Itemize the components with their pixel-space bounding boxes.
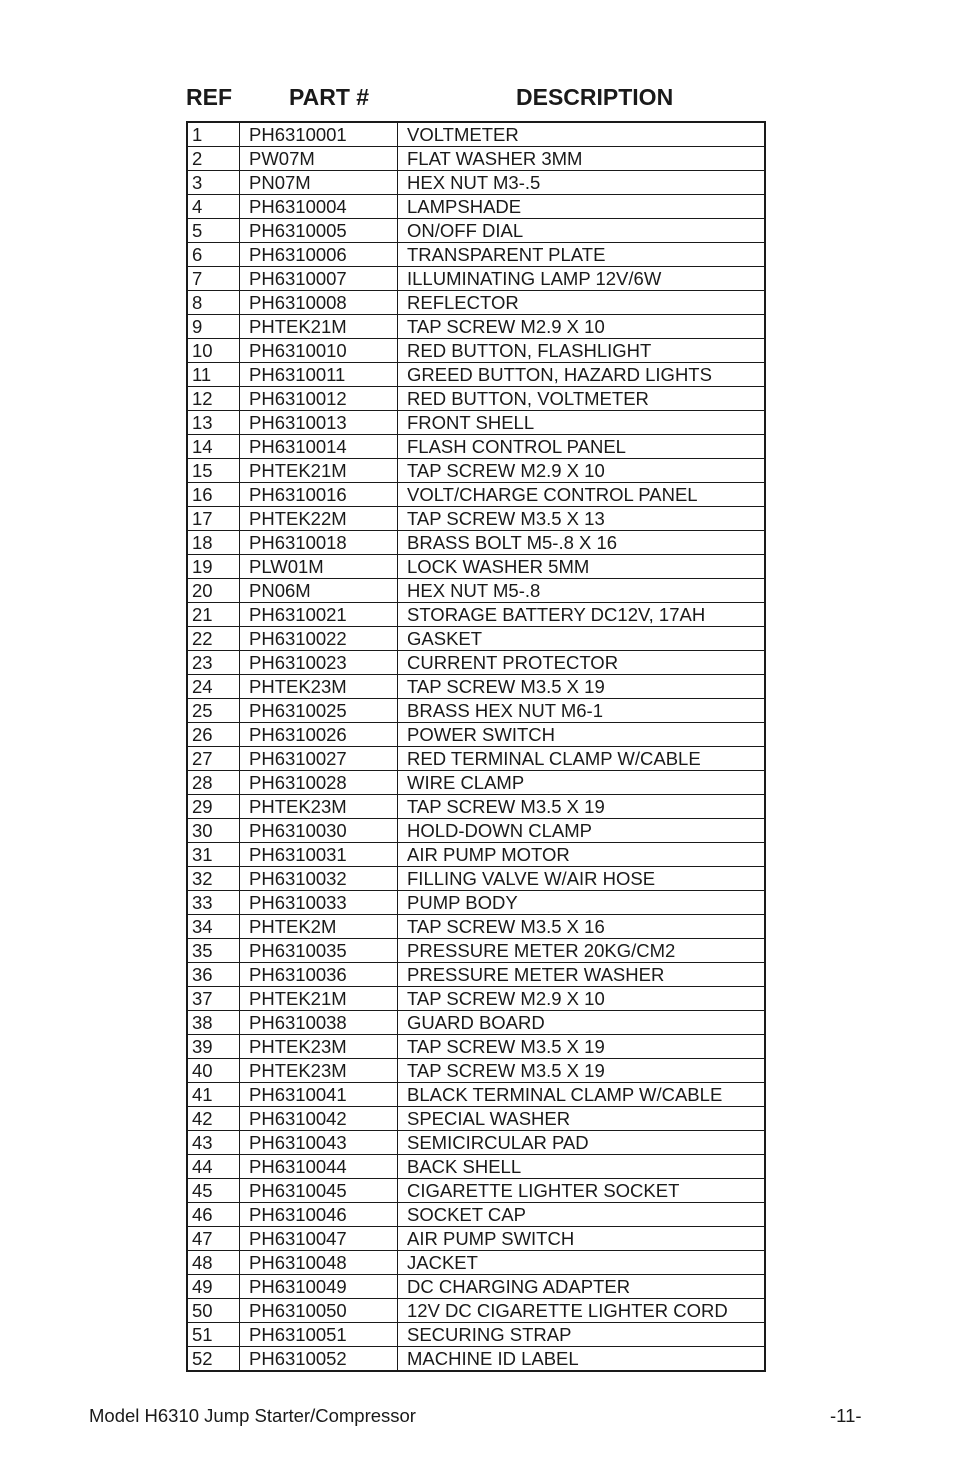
ref-cell: 1 bbox=[187, 122, 240, 147]
description-cell: CIGARETTE LIGHTER SOCKET bbox=[398, 1179, 766, 1203]
ref-cell: 42 bbox=[187, 1107, 240, 1131]
part-number-cell: PH6310051 bbox=[240, 1323, 398, 1347]
part-number-cell: PH6310023 bbox=[240, 651, 398, 675]
ref-cell: 39 bbox=[187, 1035, 240, 1059]
part-number-cell: PHTEK21M bbox=[240, 987, 398, 1011]
description-cell: TAP SCREW M3.5 X 19 bbox=[398, 795, 766, 819]
description-cell: CURRENT PROTECTOR bbox=[398, 651, 766, 675]
description-cell: TAP SCREW M2.9 X 10 bbox=[398, 459, 766, 483]
description-cell: TAP SCREW M3.5 X 19 bbox=[398, 1035, 766, 1059]
part-number-cell: PH6310014 bbox=[240, 435, 398, 459]
description-cell: SECURING STRAP bbox=[398, 1323, 766, 1347]
part-number-cell: PH6310011 bbox=[240, 363, 398, 387]
table-row bbox=[187, 795, 765, 819]
ref-cell: 29 bbox=[187, 795, 240, 819]
table-row bbox=[187, 579, 765, 603]
part-number-cell: PH6310046 bbox=[240, 1203, 398, 1227]
part-number-cell: PHTEK21M bbox=[240, 315, 398, 339]
description-cell: PRESSURE METER WASHER bbox=[398, 963, 766, 987]
ref-cell: 14 bbox=[187, 435, 240, 459]
table-row bbox=[187, 699, 765, 723]
description-cell: AIR PUMP SWITCH bbox=[398, 1227, 766, 1251]
table-row bbox=[187, 1059, 765, 1083]
description-cell: SPECIAL WASHER bbox=[398, 1107, 766, 1131]
ref-cell: 5 bbox=[187, 219, 240, 243]
table-row bbox=[187, 243, 765, 267]
ref-cell: 50 bbox=[187, 1299, 240, 1323]
part-number-cell: PHTEK23M bbox=[240, 795, 398, 819]
table-row bbox=[187, 219, 765, 243]
table-row bbox=[187, 147, 765, 171]
part-number-cell: PHTEK21M bbox=[240, 459, 398, 483]
part-number-cell: PH6310006 bbox=[240, 243, 398, 267]
ref-cell: 31 bbox=[187, 843, 240, 867]
part-number-cell: PH6310016 bbox=[240, 483, 398, 507]
table-row bbox=[187, 747, 765, 771]
part-number-cell: PH6310018 bbox=[240, 531, 398, 555]
ref-cell: 36 bbox=[187, 963, 240, 987]
description-cell: VOLTMETER bbox=[398, 122, 766, 147]
table-row bbox=[187, 315, 765, 339]
table-row bbox=[187, 867, 765, 891]
part-number-cell: PH6310025 bbox=[240, 699, 398, 723]
part-number-cell: PH6310010 bbox=[240, 339, 398, 363]
table-row bbox=[187, 435, 765, 459]
table-row bbox=[187, 483, 765, 507]
description-cell: BRASS BOLT M5-.8 X 16 bbox=[398, 531, 766, 555]
description-cell: 12V DC CIGARETTE LIGHTER CORD bbox=[398, 1299, 766, 1323]
description-cell: RED BUTTON, FLASHLIGHT bbox=[398, 339, 766, 363]
part-number-cell: PH6310048 bbox=[240, 1251, 398, 1275]
part-number-cell: PH6310031 bbox=[240, 843, 398, 867]
ref-cell: 4 bbox=[187, 195, 240, 219]
description-cell: FLASH CONTROL PANEL bbox=[398, 435, 766, 459]
description-cell: TAP SCREW M2.9 X 10 bbox=[398, 315, 766, 339]
table-row bbox=[187, 1203, 765, 1227]
ref-cell: 17 bbox=[187, 507, 240, 531]
ref-cell: 22 bbox=[187, 627, 240, 651]
part-number-cell: PH6310042 bbox=[240, 1107, 398, 1131]
description-cell: BLACK TERMINAL CLAMP W/CABLE bbox=[398, 1083, 766, 1107]
part-number-cell: PH6310047 bbox=[240, 1227, 398, 1251]
table-row bbox=[187, 339, 765, 363]
ref-cell: 44 bbox=[187, 1155, 240, 1179]
part-number-cell: PN06M bbox=[240, 579, 398, 603]
description-cell: TAP SCREW M3.5 X 19 bbox=[398, 675, 766, 699]
table-row bbox=[187, 1275, 765, 1299]
description-cell: PUMP BODY bbox=[398, 891, 766, 915]
part-number-cell: PH6310032 bbox=[240, 867, 398, 891]
part-number-cell: PH6310007 bbox=[240, 267, 398, 291]
ref-cell: 33 bbox=[187, 891, 240, 915]
part-number-cell: PH6310027 bbox=[240, 747, 398, 771]
ref-column-heading: REF bbox=[186, 84, 232, 110]
table-row bbox=[187, 723, 765, 747]
ref-cell: 48 bbox=[187, 1251, 240, 1275]
table-row bbox=[187, 459, 765, 483]
table-row bbox=[187, 1155, 765, 1179]
table-row bbox=[187, 531, 765, 555]
table-row bbox=[187, 291, 765, 315]
table-row bbox=[187, 963, 765, 987]
table-row bbox=[187, 939, 765, 963]
table-row bbox=[187, 843, 765, 867]
description-cell: PRESSURE METER 20KG/CM2 bbox=[398, 939, 766, 963]
part-number-cell: PH6310038 bbox=[240, 1011, 398, 1035]
ref-cell: 51 bbox=[187, 1323, 240, 1347]
table-row bbox=[187, 122, 765, 147]
part-number-cell: PH6310013 bbox=[240, 411, 398, 435]
ref-cell: 30 bbox=[187, 819, 240, 843]
description-cell: GUARD BOARD bbox=[398, 1011, 766, 1035]
ref-cell: 12 bbox=[187, 387, 240, 411]
part-number-cell: PH6310036 bbox=[240, 963, 398, 987]
table-row bbox=[187, 1035, 765, 1059]
ref-cell: 27 bbox=[187, 747, 240, 771]
table-row bbox=[187, 267, 765, 291]
description-cell: BRASS HEX NUT M6-1 bbox=[398, 699, 766, 723]
ref-cell: 20 bbox=[187, 579, 240, 603]
table-header bbox=[0, 84, 954, 114]
ref-cell: 28 bbox=[187, 771, 240, 795]
table-row bbox=[187, 1107, 765, 1131]
table-row bbox=[187, 987, 765, 1011]
footer-model: Model H6310 Jump Starter/Compressor bbox=[89, 1405, 416, 1426]
part-number-cell: PH6310008 bbox=[240, 291, 398, 315]
description-cell: HOLD-DOWN CLAMP bbox=[398, 819, 766, 843]
ref-cell: 18 bbox=[187, 531, 240, 555]
description-column-heading: DESCRIPTION bbox=[516, 84, 674, 110]
table-row bbox=[187, 1011, 765, 1035]
description-cell: TAP SCREW M3.5 X 13 bbox=[398, 507, 766, 531]
ref-cell: 3 bbox=[187, 171, 240, 195]
parts-table bbox=[186, 121, 766, 1372]
ref-cell: 6 bbox=[187, 243, 240, 267]
part-number-cell: PH6310021 bbox=[240, 603, 398, 627]
description-cell: DC CHARGING ADAPTER bbox=[398, 1275, 766, 1299]
ref-cell: 9 bbox=[187, 315, 240, 339]
part-number-cell: PW07M bbox=[240, 147, 398, 171]
part-number-cell: PH6310028 bbox=[240, 771, 398, 795]
description-cell: SEMICIRCULAR PAD bbox=[398, 1131, 766, 1155]
part-number-cell: PH6310050 bbox=[240, 1299, 398, 1323]
table-row bbox=[187, 627, 765, 651]
ref-cell: 46 bbox=[187, 1203, 240, 1227]
ref-cell: 2 bbox=[187, 147, 240, 171]
part-number-cell: PH6310043 bbox=[240, 1131, 398, 1155]
ref-cell: 11 bbox=[187, 363, 240, 387]
ref-cell: 26 bbox=[187, 723, 240, 747]
table-row bbox=[187, 675, 765, 699]
part-number-column-heading: PART # bbox=[289, 84, 370, 110]
table-row bbox=[187, 195, 765, 219]
ref-cell: 19 bbox=[187, 555, 240, 579]
table-row bbox=[187, 555, 765, 579]
ref-cell: 37 bbox=[187, 987, 240, 1011]
part-number-cell: PN07M bbox=[240, 171, 398, 195]
part-number-cell: PLW01M bbox=[240, 555, 398, 579]
part-number-cell: PH6310049 bbox=[240, 1275, 398, 1299]
description-cell: TAP SCREW M3.5 X 16 bbox=[398, 915, 766, 939]
part-number-cell: PH6310044 bbox=[240, 1155, 398, 1179]
table-row bbox=[187, 387, 765, 411]
description-cell: TAP SCREW M3.5 X 19 bbox=[398, 1059, 766, 1083]
table-row bbox=[187, 1227, 765, 1251]
ref-cell: 25 bbox=[187, 699, 240, 723]
table-row bbox=[187, 363, 765, 387]
description-cell: FLAT WASHER 3MM bbox=[398, 147, 766, 171]
description-cell: RED TERMINAL CLAMP W/CABLE bbox=[398, 747, 766, 771]
description-cell: STORAGE BATTERY DC12V, 17AH bbox=[398, 603, 766, 627]
description-cell: VOLT/CHARGE CONTROL PANEL bbox=[398, 483, 766, 507]
description-cell: TRANSPARENT PLATE bbox=[398, 243, 766, 267]
table-row bbox=[187, 891, 765, 915]
part-number-cell: PHTEK23M bbox=[240, 1059, 398, 1083]
description-cell: WIRE CLAMP bbox=[398, 771, 766, 795]
description-cell: LOCK WASHER 5MM bbox=[398, 555, 766, 579]
description-cell: ON/OFF DIAL bbox=[398, 219, 766, 243]
table-row bbox=[187, 1083, 765, 1107]
ref-cell: 34 bbox=[187, 915, 240, 939]
description-cell: MACHINE ID LABEL bbox=[398, 1347, 766, 1372]
description-cell: POWER SWITCH bbox=[398, 723, 766, 747]
ref-cell: 24 bbox=[187, 675, 240, 699]
part-number-cell: PH6310022 bbox=[240, 627, 398, 651]
part-number-cell: PHTEK22M bbox=[240, 507, 398, 531]
description-cell: HEX NUT M3-.5 bbox=[398, 171, 766, 195]
table-row bbox=[187, 1251, 765, 1275]
part-number-cell: PHTEK23M bbox=[240, 1035, 398, 1059]
page-number: -11- bbox=[830, 1405, 862, 1426]
part-number-cell: PH6310030 bbox=[240, 819, 398, 843]
table-row bbox=[187, 603, 765, 627]
ref-cell: 13 bbox=[187, 411, 240, 435]
ref-cell: 15 bbox=[187, 459, 240, 483]
table-row bbox=[187, 171, 765, 195]
description-cell: JACKET bbox=[398, 1251, 766, 1275]
table-row bbox=[187, 819, 765, 843]
part-number-cell: PH6310026 bbox=[240, 723, 398, 747]
description-cell: TAP SCREW M2.9 X 10 bbox=[398, 987, 766, 1011]
table-row bbox=[187, 1299, 765, 1323]
part-number-cell: PH6310035 bbox=[240, 939, 398, 963]
table-row bbox=[187, 1323, 765, 1347]
description-cell: RED BUTTON, VOLTMETER bbox=[398, 387, 766, 411]
description-cell: FRONT SHELL bbox=[398, 411, 766, 435]
ref-cell: 21 bbox=[187, 603, 240, 627]
part-number-cell: PH6310045 bbox=[240, 1179, 398, 1203]
table-row bbox=[187, 1131, 765, 1155]
part-number-cell: PHTEK2M bbox=[240, 915, 398, 939]
ref-cell: 16 bbox=[187, 483, 240, 507]
part-number-cell: PHTEK23M bbox=[240, 675, 398, 699]
description-cell: HEX NUT M5-.8 bbox=[398, 579, 766, 603]
part-number-cell: PH6310001 bbox=[240, 122, 398, 147]
part-number-cell: PH6310052 bbox=[240, 1347, 398, 1372]
ref-cell: 40 bbox=[187, 1059, 240, 1083]
table-row bbox=[187, 1179, 765, 1203]
description-cell: BACK SHELL bbox=[398, 1155, 766, 1179]
description-cell: FILLING VALVE W/AIR HOSE bbox=[398, 867, 766, 891]
part-number-cell: PH6310012 bbox=[240, 387, 398, 411]
part-number-cell: PH6310041 bbox=[240, 1083, 398, 1107]
description-cell: REFLECTOR bbox=[398, 291, 766, 315]
part-number-cell: PH6310005 bbox=[240, 219, 398, 243]
description-cell: AIR PUMP MOTOR bbox=[398, 843, 766, 867]
ref-cell: 47 bbox=[187, 1227, 240, 1251]
ref-cell: 52 bbox=[187, 1347, 240, 1372]
description-cell: SOCKET CAP bbox=[398, 1203, 766, 1227]
ref-cell: 45 bbox=[187, 1179, 240, 1203]
description-cell: LAMPSHADE bbox=[398, 195, 766, 219]
table-row bbox=[187, 1347, 765, 1372]
part-number-cell: PH6310004 bbox=[240, 195, 398, 219]
description-cell: ILLUMINATING LAMP 12V/6W bbox=[398, 267, 766, 291]
table-row bbox=[187, 507, 765, 531]
table-row bbox=[187, 915, 765, 939]
part-number-cell: PH6310033 bbox=[240, 891, 398, 915]
ref-cell: 41 bbox=[187, 1083, 240, 1107]
ref-cell: 32 bbox=[187, 867, 240, 891]
ref-cell: 7 bbox=[187, 267, 240, 291]
ref-cell: 10 bbox=[187, 339, 240, 363]
table-row bbox=[187, 411, 765, 435]
ref-cell: 43 bbox=[187, 1131, 240, 1155]
table-row bbox=[187, 771, 765, 795]
description-cell: GASKET bbox=[398, 627, 766, 651]
table-row bbox=[187, 651, 765, 675]
description-cell: GREED BUTTON, HAZARD LIGHTS bbox=[398, 363, 766, 387]
parts-table-body bbox=[187, 122, 765, 1371]
ref-cell: 49 bbox=[187, 1275, 240, 1299]
ref-cell: 35 bbox=[187, 939, 240, 963]
ref-cell: 8 bbox=[187, 291, 240, 315]
ref-cell: 38 bbox=[187, 1011, 240, 1035]
ref-cell: 23 bbox=[187, 651, 240, 675]
